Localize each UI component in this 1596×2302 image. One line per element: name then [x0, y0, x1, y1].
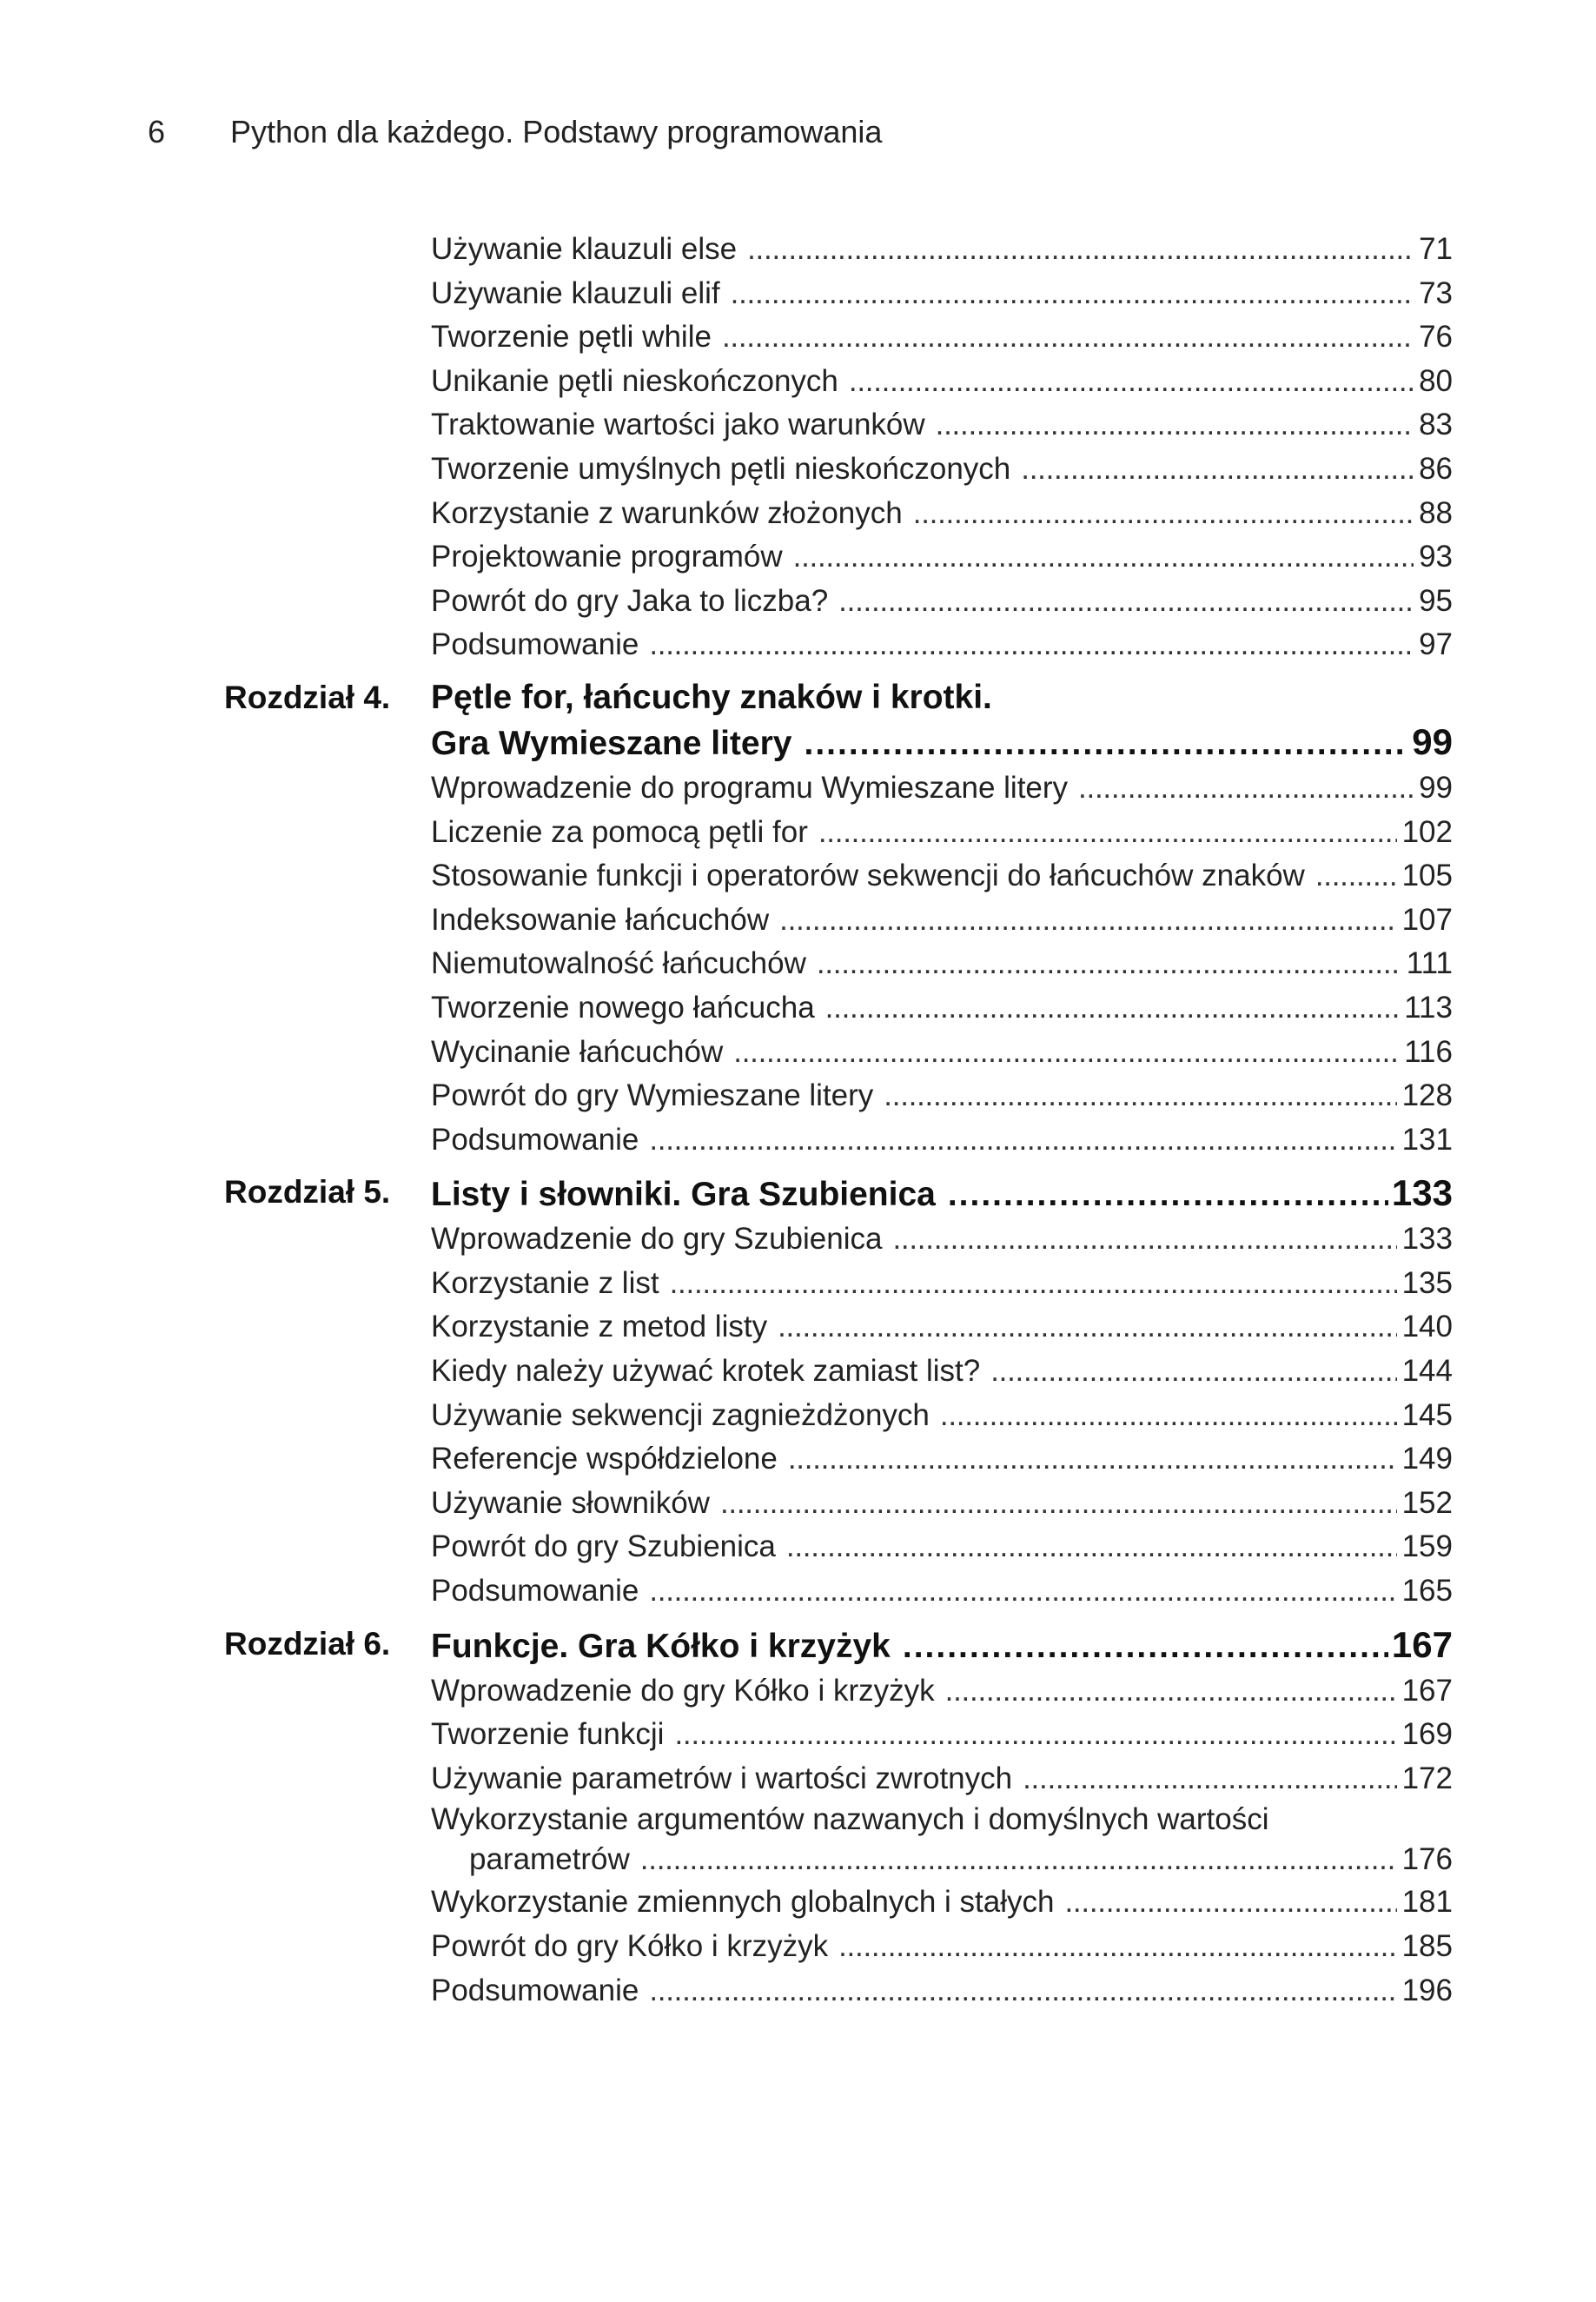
toc-entry-page: 95 — [1419, 583, 1453, 618]
toc-entry — [431, 1074, 1453, 1118]
dot-leader — [817, 942, 1401, 985]
chapter-label: Rozdział 6. — [224, 1625, 391, 1662]
toc-entry — [431, 766, 1453, 811]
toc-entry — [431, 1525, 1453, 1569]
dot-leader — [722, 315, 1414, 359]
chapter-title — [431, 1622, 1453, 1669]
toc-entry-page: 99 — [1419, 770, 1453, 805]
chapter-page: 167 — [1391, 1623, 1453, 1665]
toc-entry-page: 185 — [1401, 1929, 1453, 1963]
toc-entry-title: Używanie parametrów i wartości zwrotnych — [431, 1761, 1013, 1795]
toc-entry-page: 73 — [1419, 275, 1453, 310]
toc-entry-title: Podsumowanie — [431, 1973, 639, 2007]
toc-entry-page: 128 — [1401, 1078, 1453, 1113]
running-header — [148, 113, 882, 151]
dot-leader — [1315, 854, 1397, 898]
toc-entry-title: Wykorzystanie argumentów nazwanych i domyślnych wartości — [431, 1802, 1269, 1837]
toc-entry-title-cont: parametrów — [469, 1842, 630, 1877]
toc-entry-page: 167 — [1401, 1673, 1453, 1708]
toc-entry-title: Wykorzystanie zmiennych globalnych i stałych — [431, 1885, 1055, 1920]
toc-entry-title: Podsumowanie — [431, 1574, 639, 1609]
toc-entry-title: Tworzenie funkcji — [431, 1717, 665, 1752]
toc-entry — [431, 315, 1453, 360]
toc-entry-title: Tworzenie pętli while — [431, 320, 712, 355]
dot-leader — [804, 721, 1408, 766]
toc-entry-title: Wprowadzenie do programu Wymieszane litery — [431, 770, 1069, 805]
toc-entry-page: 97 — [1419, 627, 1453, 662]
toc-entry-title: Podsumowanie — [431, 1122, 639, 1157]
toc-entry — [431, 1394, 1453, 1438]
toc-entry-title: Używanie słowników — [431, 1485, 710, 1520]
dot-leader — [649, 1118, 1396, 1162]
dot-leader — [903, 1624, 1388, 1669]
chapter-page: 133 — [1391, 1172, 1453, 1214]
toc-entry — [431, 1118, 1453, 1163]
toc-entry-page: 105 — [1401, 859, 1453, 893]
dot-leader — [1078, 766, 1414, 810]
chapter-title-line2 — [431, 1171, 1453, 1217]
toc-entry-title: Korzystanie z warunków złożonych — [431, 495, 903, 530]
toc-entry-title: Korzystanie z metod listy — [431, 1310, 768, 1344]
dot-leader — [1023, 1757, 1396, 1801]
chapter-label: Rozdział 4. — [224, 679, 391, 715]
dot-leader — [649, 1969, 1396, 2013]
dot-leader — [720, 1482, 1397, 1525]
dot-leader — [1021, 448, 1414, 491]
toc-entry — [431, 1217, 1453, 1262]
dot-leader — [670, 1262, 1397, 1305]
toc-entry — [431, 448, 1453, 492]
dot-leader — [1064, 1881, 1396, 1924]
toc-entry-title: Indeksowanie łańcuchów — [431, 902, 770, 937]
toc-entry-title: Powrót do gry Jaka to liczba? — [431, 583, 829, 618]
toc-entry-page: 80 — [1419, 363, 1453, 398]
toc-entry-page: 88 — [1419, 495, 1453, 530]
toc-entry — [431, 360, 1453, 404]
toc-entry-page: 86 — [1419, 451, 1453, 486]
dot-leader — [838, 580, 1414, 623]
toc-entry — [431, 228, 1453, 272]
toc-entry-title: Korzystanie z list — [431, 1265, 659, 1300]
chapter-title-text: Funkcje. Gra Kółko i krzyżyk — [431, 1627, 891, 1665]
toc-entry-line2 — [431, 1839, 1453, 1881]
dot-leader — [940, 1394, 1397, 1437]
toc-entry-title: Używanie sekwencji zagnieżdżonych — [431, 1397, 930, 1432]
toc-entry — [431, 1482, 1453, 1526]
toc-entry-page: 131 — [1401, 1122, 1453, 1157]
dot-leader — [649, 1569, 1396, 1613]
chapter-title-text: Listy i słowniki. Gra Szubienica — [431, 1176, 936, 1214]
dot-leader — [793, 535, 1414, 579]
toc-entry-page: 176 — [1401, 1842, 1453, 1877]
toc-entry-page: 196 — [1401, 1973, 1453, 2007]
toc-entry-page: 152 — [1401, 1485, 1453, 1520]
toc-entry — [431, 1437, 1453, 1482]
toc-entry-title: Tworzenie nowego łańcucha — [431, 990, 815, 1025]
toc-entry-page: 111 — [1406, 946, 1453, 981]
dot-leader — [674, 1713, 1396, 1756]
table-of-contents — [0, 228, 1596, 2013]
toc-entry — [431, 1969, 1453, 2013]
toc-entry-page: 140 — [1401, 1310, 1453, 1344]
chapter-title-line2 — [431, 1622, 1453, 1669]
toc-entry-title: Powrót do gry Wymieszane litery — [431, 1078, 874, 1113]
dot-leader — [825, 986, 1400, 1030]
toc-entry — [431, 535, 1453, 580]
toc-entry-page: 145 — [1401, 1397, 1453, 1432]
toc-entry-page: 83 — [1419, 408, 1453, 442]
toc-entry-title: Używanie klauzuli else — [431, 232, 738, 266]
dot-leader — [733, 1031, 1399, 1074]
toc-entry-title: Projektowanie programów — [431, 540, 783, 574]
toc-entry-title: Używanie klauzuli elif — [431, 275, 720, 310]
toc-entry-page: 116 — [1404, 1034, 1453, 1069]
toc-entry-page: 102 — [1401, 814, 1453, 849]
chapter-title — [431, 1171, 1453, 1217]
book-title: Python dla każdego. Podstawy programowania — [230, 114, 883, 149]
toc-entry-title: Traktowanie wartości jako warunków — [431, 408, 925, 442]
toc-entry-page: 149 — [1401, 1442, 1453, 1476]
dot-leader — [838, 1925, 1397, 1968]
toc-entry-page: 107 — [1401, 902, 1453, 937]
toc-entry-page: 172 — [1401, 1761, 1453, 1795]
chapter-title-line1: Pętle for, łańcuchy znaków i krotki. — [431, 678, 992, 716]
toc-entry-title: Powrót do gry Szubienica — [431, 1529, 776, 1564]
toc-entry-page: 144 — [1401, 1354, 1453, 1389]
dot-leader — [945, 1669, 1397, 1713]
chapter-label: Rozdział 5. — [224, 1174, 391, 1211]
toc-entry-title: Powrót do gry Kółko i krzyżyk — [431, 1929, 829, 1963]
toc-entry — [431, 1305, 1453, 1350]
dot-leader — [747, 228, 1414, 271]
toc-entry — [431, 1350, 1453, 1394]
toc-entry — [431, 1881, 1453, 1925]
toc-entry — [431, 492, 1453, 536]
toc-entry-page: 133 — [1401, 1222, 1453, 1257]
toc-entry-title: Wycinanie łańcuchów — [431, 1034, 724, 1069]
toc-entry-page: 159 — [1401, 1529, 1453, 1564]
toc-entry — [431, 1669, 1453, 1714]
toc-entry-page: 181 — [1401, 1885, 1453, 1920]
toc-entry — [431, 272, 1453, 316]
chapter-title — [431, 676, 1453, 766]
chapter-page: 99 — [1412, 720, 1453, 762]
page-number: 6 — [148, 114, 166, 149]
chapter-block — [0, 1171, 1596, 1217]
toc-entry-title: Unikanie pętli nieskończonych — [431, 363, 838, 398]
dot-leader — [948, 1172, 1388, 1217]
chapter-block — [0, 676, 1596, 766]
toc-entry-title: Kiedy należy używać krotek zamiast list? — [431, 1354, 981, 1389]
toc-entry — [431, 623, 1453, 667]
toc-entry-page: 71 — [1419, 232, 1453, 266]
toc-entry-title: Stosowanie funkcji i operatorów sekwencji do łańcuchów znaków — [431, 859, 1305, 893]
toc-entry — [431, 1757, 1453, 1801]
dot-leader — [936, 403, 1414, 447]
dot-leader — [788, 1437, 1397, 1481]
toc-entry-page: 113 — [1404, 990, 1453, 1025]
dot-leader — [649, 623, 1414, 667]
toc-entry — [431, 1713, 1453, 1757]
dot-leader — [778, 1305, 1397, 1349]
toc-entry-title: Wprowadzenie do gry Szubienica — [431, 1222, 883, 1257]
chapter-title-text: Gra Wymieszane litery — [431, 724, 792, 762]
toc-entry-title: Liczenie za pomocą pętli for — [431, 814, 808, 849]
toc-entry — [431, 1031, 1453, 1075]
toc-entry — [431, 580, 1453, 624]
dot-leader — [731, 272, 1414, 315]
toc-entry-page: 165 — [1401, 1574, 1453, 1609]
dot-leader — [786, 1525, 1397, 1569]
toc-entry — [431, 854, 1453, 899]
dot-leader — [849, 360, 1414, 403]
chapter-title-line2 — [431, 720, 1453, 766]
toc-entry — [431, 1801, 1453, 1881]
toc-entry — [431, 1925, 1453, 1969]
toc-entry-title: Tworzenie umyślnych pętli nieskończonych — [431, 451, 1011, 486]
toc-entry-title: Referencje współdzielone — [431, 1442, 778, 1476]
dot-leader — [640, 1839, 1397, 1881]
toc-entry-page: 169 — [1401, 1717, 1453, 1752]
dot-leader — [779, 899, 1396, 942]
toc-entry-page: 93 — [1419, 540, 1453, 574]
toc-entry — [431, 986, 1453, 1031]
dot-leader — [884, 1074, 1396, 1118]
toc-entry-title: Podsumowanie — [431, 627, 639, 662]
toc-entry — [431, 1262, 1453, 1306]
toc-entry — [431, 403, 1453, 448]
dot-leader — [990, 1350, 1396, 1393]
toc-entry — [431, 1569, 1453, 1614]
toc-entry-title: Wprowadzenie do gry Kółko i krzyżyk — [431, 1673, 935, 1708]
toc-entry — [431, 899, 1453, 943]
toc-entry-title: Niemutowalność łańcuchów — [431, 946, 806, 981]
toc-entry — [431, 942, 1453, 986]
dot-leader — [892, 1217, 1396, 1261]
toc-entry-page: 76 — [1419, 320, 1453, 355]
dot-leader — [913, 492, 1414, 535]
dot-leader — [818, 811, 1397, 854]
chapter-block — [0, 1622, 1596, 1669]
toc-entry — [431, 811, 1453, 855]
toc-entry-page: 135 — [1401, 1265, 1453, 1300]
